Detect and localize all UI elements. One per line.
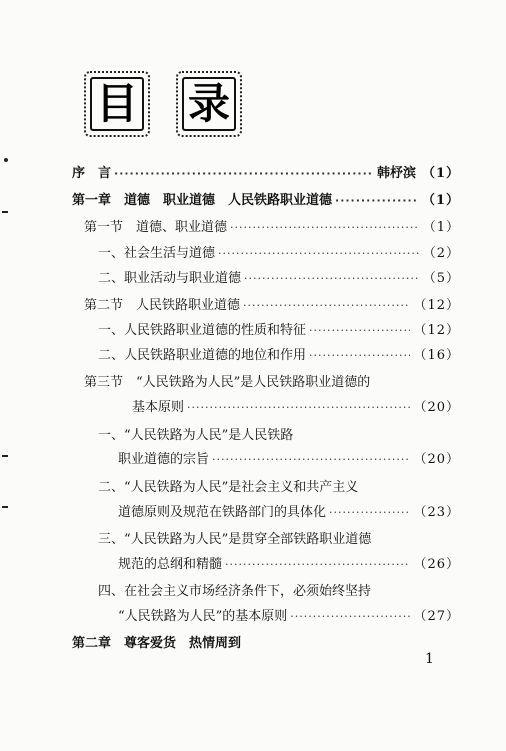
leader-dots bbox=[187, 400, 410, 416]
title-box-mu bbox=[84, 71, 150, 137]
toc-title: 道德原则及规范在铁路部门的具体化 bbox=[118, 505, 327, 520]
toc-title: 第一节 道德、职业道德 bbox=[84, 220, 228, 235]
toc-entry-section-2 bbox=[84, 298, 460, 314]
toc-page: （16） bbox=[413, 348, 460, 363]
toc-title: 二、职业活动与职业道德 bbox=[98, 271, 242, 286]
toc-author: 韩杼滨 bbox=[376, 166, 416, 181]
toc-entry-section-2-2 bbox=[98, 348, 460, 364]
leader-dots bbox=[230, 220, 420, 236]
leader-dots bbox=[212, 452, 410, 468]
title-char-lu: 录 bbox=[187, 79, 230, 128]
toc-title: 基本原则 bbox=[132, 400, 185, 415]
toc-entry-chapter-1 bbox=[72, 193, 460, 209]
toc-title: 一、人民铁路职业道德的性质和特征 bbox=[98, 323, 307, 338]
toc-entry-section-3-line1: 第三节 “人民铁路为人民”是人民铁路职业道德的 bbox=[84, 375, 371, 390]
toc-title: 第一章 道德 职业道德 人民铁路职业道德 bbox=[72, 193, 333, 208]
leader-dots bbox=[225, 557, 410, 573]
title-char-mu: 目 bbox=[95, 79, 138, 128]
toc-entry-section-3-4-line2 bbox=[118, 609, 460, 625]
toc-page: （1） bbox=[421, 166, 460, 181]
toc-entry-section-1-2 bbox=[98, 271, 460, 287]
leader-dots bbox=[329, 505, 410, 521]
toc-page: （1） bbox=[422, 220, 460, 235]
toc-page: （1） bbox=[421, 193, 460, 208]
toc-title: 第二节 人民铁路职业道德 bbox=[84, 298, 241, 313]
toc-page: （5） bbox=[422, 271, 460, 286]
leader-dots bbox=[290, 609, 410, 625]
toc-entry-section-1 bbox=[84, 220, 460, 236]
toc-entry-section-3-3-line1: 三、“人民铁路为人民”是贯穿全部铁路职业道德 bbox=[98, 532, 372, 547]
title-box-lu bbox=[176, 71, 242, 137]
leader-dots bbox=[244, 271, 420, 287]
toc-entry-section-3-1-line1: 一、“人民铁路为人民”是人民铁路 bbox=[98, 428, 294, 443]
toc-entry-section-3-2-line1: 二、“人民铁路为人民”是社会主义和共产主义 bbox=[98, 480, 359, 495]
toc-entry-section-1-1 bbox=[98, 246, 460, 262]
toc-page: （12） bbox=[413, 298, 460, 313]
leader-dots bbox=[309, 348, 410, 364]
toc-page: （27） bbox=[413, 609, 460, 624]
toc-page: （20） bbox=[413, 400, 460, 415]
scan-mark bbox=[4, 158, 8, 162]
scan-mark bbox=[2, 455, 8, 457]
leader-dots bbox=[243, 298, 410, 314]
toc-title: “人民铁路为人民”的基本原则 bbox=[118, 609, 288, 624]
leader-dots bbox=[335, 193, 419, 209]
toc-page: （23） bbox=[413, 505, 460, 520]
scan-mark bbox=[2, 211, 8, 213]
toc-entry-preface bbox=[72, 166, 460, 182]
toc-page: （20） bbox=[413, 452, 460, 467]
toc-title: 规范的总纲和精髓 bbox=[118, 557, 223, 572]
toc-page: （26） bbox=[413, 557, 460, 572]
toc-title: 职业道德的宗旨 bbox=[118, 452, 210, 467]
toc-title: 序 言 bbox=[72, 166, 112, 181]
toc-entry-section-3-3-line2 bbox=[118, 557, 460, 573]
leader-dots bbox=[114, 166, 374, 182]
toc-entry-section-2-1 bbox=[98, 323, 460, 339]
toc-entry-section-3-line2 bbox=[132, 400, 460, 416]
toc-page: （12） bbox=[413, 323, 460, 338]
toc-entry-section-3-4-line1: 四、在社会主义市场经济条件下，必须始终坚持 bbox=[98, 584, 372, 599]
toc-entry-chapter-2: 第二章 尊客爱货 热情周到 bbox=[72, 636, 242, 651]
toc-title: 一、社会生活与道德 bbox=[98, 246, 216, 261]
scan-mark bbox=[2, 506, 8, 508]
leader-dots bbox=[218, 246, 420, 262]
leader-dots bbox=[309, 323, 410, 339]
toc-entry-section-3-1-line2 bbox=[118, 452, 460, 468]
page-number: 1 bbox=[425, 651, 434, 667]
toc-entry-section-3-2-line2 bbox=[118, 505, 460, 521]
toc-page: （2） bbox=[422, 246, 460, 261]
toc-title: 二、人民铁路职业道德的地位和作用 bbox=[98, 348, 307, 363]
